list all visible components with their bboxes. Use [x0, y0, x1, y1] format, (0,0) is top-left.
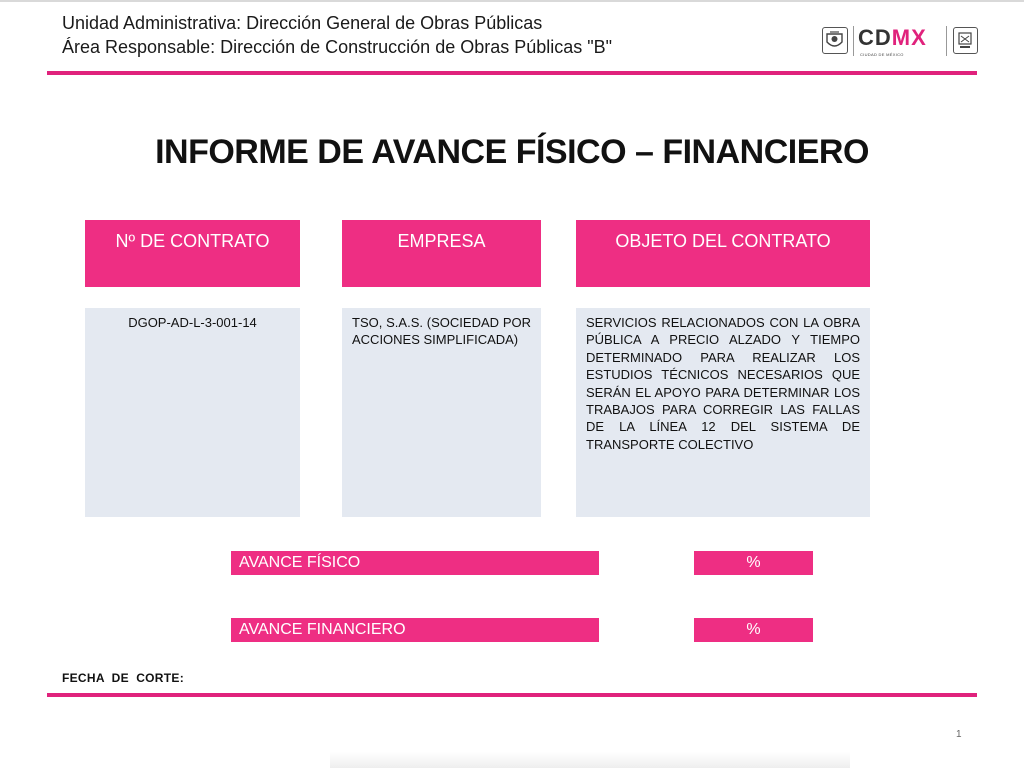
header-divider — [47, 71, 977, 75]
page-title: INFORME DE AVANCE FÍSICO – FINANCIERO — [155, 133, 869, 171]
avance-fisico-label: AVANCE FÍSICO — [231, 551, 599, 575]
header-contrato: Nº DE CONTRATO — [85, 220, 300, 287]
fecha-corte-label: FECHA DE CORTE: — [62, 671, 184, 685]
footer-divider — [47, 693, 977, 697]
avance-financiero-value: % — [694, 618, 813, 642]
coat-of-arms-icon — [822, 27, 848, 54]
avance-fisico-value: % — [694, 551, 813, 575]
bottom-shadow — [330, 752, 850, 768]
cdmx-subtitle: CIUDAD DE MÉXICO — [860, 52, 904, 57]
top-border — [0, 0, 1024, 2]
objeto-value: SERVICIOS RELACIONADOS CON LA OBRA PÚBLICA A PRECIO ALZADO Y TIEMPO DETERMINADO PARA REALIZAR LOS ESTUDIOS TÉCNICOS NECESARIOS QUE SERÁN EL APOYO PARA DETERMINAR LOS TRABAJOS PARA CORREGIR LAS FALLAS DE LA LÍNEA 12 DEL SISTEMA DE TRANSPORTE COLECTIVO — [576, 308, 870, 517]
unidad-administrativa: Unidad Administrativa: Dirección General de Obras Públicas — [62, 13, 543, 33]
page-number: 1 — [956, 729, 962, 740]
header-empresa: EMPRESA — [342, 220, 541, 287]
header-objeto: OBJETO DEL CONTRATO — [576, 220, 870, 287]
government-seal-icon — [953, 27, 978, 54]
empresa-value: TSO, S.A.S. (SOCIEDAD POR ACCIONES SIMPLIFICADA) — [342, 308, 541, 517]
cdmx-wordmark: CDMX — [858, 25, 927, 50]
cdmx-logo-group — [822, 24, 982, 58]
logo-divider — [853, 26, 854, 56]
area-responsable: Área Responsable: Dirección de Construcción de Obras Públicas "B" — [62, 37, 613, 57]
contrato-value: DGOP-AD-L-3-001-14 — [85, 308, 300, 517]
avance-financiero-label: AVANCE FINANCIERO — [231, 618, 599, 642]
logo-divider — [946, 26, 947, 56]
